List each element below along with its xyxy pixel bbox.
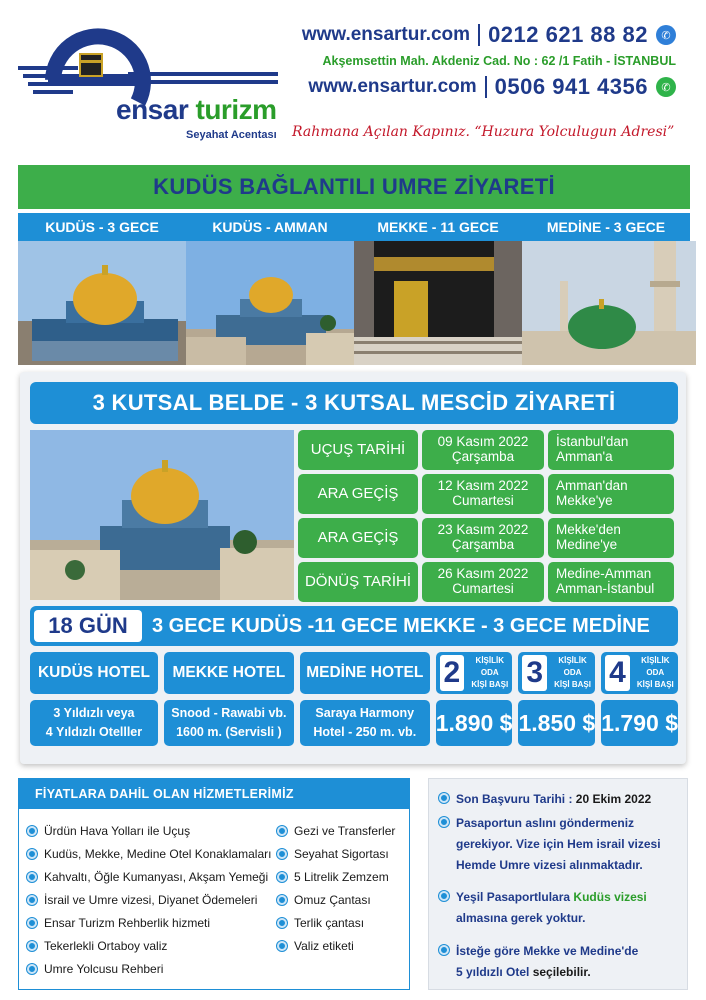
destination-cards <box>18 213 690 365</box>
hotel-mekke <box>164 652 294 746</box>
list-item: Terlik çantası <box>277 911 407 934</box>
whatsapp-icon: ✆ <box>656 77 676 97</box>
schedule-date: 23 Kasım 2022 Çarşamba <box>422 518 544 558</box>
website-link-2[interactable]: www.ensartur.com <box>308 76 477 97</box>
bullet-icon <box>27 872 37 882</box>
bullet-icon <box>277 895 287 905</box>
tour-title: KUDÜS BAĞLANTILI UMRE ZİYARETİ <box>153 174 555 199</box>
card-kudus-amman <box>186 213 354 365</box>
room-label: KİŞİLİK ODA KİŞİ BAŞI <box>554 656 591 689</box>
services-list-right <box>277 819 407 957</box>
schedule-row <box>298 518 678 558</box>
panel-title: 3 KUTSAL BELDE - 3 KUTSAL MESCİD ZİYARETİ <box>92 390 616 415</box>
panel-title-bar <box>30 382 678 424</box>
list-item: Omuz Çantası <box>277 888 407 911</box>
hotel-medine <box>300 652 430 746</box>
list-item: Kudüs, Mekke, Medine Otel Konaklamaları <box>27 842 279 865</box>
included-services <box>18 778 410 990</box>
slogan: Rahmana Açılan Kapınız. “Huzura Yolculugun Adresi” <box>292 124 675 140</box>
contact-block <box>276 22 676 100</box>
bullet-icon <box>277 826 287 836</box>
hotel-detail: Snood - Rawabi vb. 1600 m. (Servisli ) <box>164 700 294 746</box>
room-label: KİŞİLİK ODA KİŞİ BAŞI <box>471 656 509 689</box>
duration-breakdown: 3 GECE KUDÜS -11 GECE MEKKE - 3 GECE MEDİNE <box>152 614 650 637</box>
schedule-date: 09 Kasım 2022 Çarşamba <box>422 430 544 470</box>
room-size: 3 <box>522 655 546 691</box>
duration-bar <box>30 606 678 646</box>
schedule-row <box>298 430 678 470</box>
ensar-logo <box>18 22 278 142</box>
bullet-icon <box>27 964 37 974</box>
hotel-detail: Saraya Harmony Hotel - 250 m. vb. <box>300 700 430 746</box>
bullet-icon <box>439 891 449 901</box>
bullet-icon <box>277 918 287 928</box>
room-label: KİŞİLİK ODA KİŞİ BAŞI <box>636 656 674 689</box>
brand-name: ensar turizm <box>116 94 277 125</box>
schedule-row <box>298 474 678 514</box>
card-label: KUDÜS - 3 GECE <box>18 213 186 241</box>
price-triple <box>518 652 595 746</box>
hotel-head: MEDİNE HOTEL <box>300 652 430 694</box>
green-passport-note: Yeşil Pasaportlulara Kudüs vizesi almasına gerek yoktur. <box>439 887 684 929</box>
schedule-label: DÖNÜŞ TARİHİ <box>298 562 418 602</box>
list-item: Seyahat Sigortası <box>277 842 407 865</box>
schedule-route: Amman'dan Mekke'ye <box>548 474 674 514</box>
green-dome-photo <box>522 241 696 365</box>
jerusalem-photo <box>186 241 360 365</box>
list-item: İsrail ve Umre vizesi, Diyanet Ödemeleri <box>27 888 279 911</box>
card-label: MEKKE - 11 GECE <box>354 213 522 241</box>
mobile-phone[interactable]: 0506 941 4356 <box>494 74 648 99</box>
kaaba-photo <box>354 241 528 365</box>
schedule-label: ARA GEÇİŞ <box>298 518 418 558</box>
bullet-icon <box>27 849 37 859</box>
room-size: 2 <box>440 655 464 691</box>
passport-note: Pasaportun aslını göndermeniz gerekiyor. Vize için Hem israil vizesi Hemde Umre vizesi alınmaktadır. <box>439 813 684 876</box>
hotel-detail: 3 Yıldızlı veya 4 Yıldızlı Otelller <box>30 700 158 746</box>
bullet-icon <box>439 817 449 827</box>
bullet-icon <box>27 941 37 951</box>
brand-subtitle: Seyahat Acentası <box>186 129 277 141</box>
list-item: Valiz etiketi <box>277 934 407 957</box>
tour-details-panel <box>20 372 686 764</box>
list-item: 5 Litrelik Zemzem <box>277 865 407 888</box>
landline-phone[interactable]: 0212 621 88 82 <box>488 22 648 47</box>
divider <box>485 76 487 98</box>
room-size: 4 <box>605 655 629 691</box>
bullet-icon <box>277 941 287 951</box>
header <box>0 0 706 165</box>
schedule-route: Mekke'den Medine'ye <box>548 518 674 558</box>
bullet-icon <box>27 918 37 928</box>
list-item: Umre Yolcusu Rehberi <box>27 957 279 980</box>
address: Akşemsettin Mah. Akdeniz Cad. No : 62 /1 Fatih - İSTANBUL <box>322 54 676 68</box>
dome-of-rock-photo <box>18 241 192 365</box>
price-value: 1.790 $ <box>601 700 678 746</box>
schedule-date: 12 Kasım 2022 Cumartesi <box>422 474 544 514</box>
duration-badge: 18 GÜN <box>34 610 142 642</box>
tour-banner <box>18 165 690 209</box>
bullet-icon <box>277 849 287 859</box>
card-medine-3 <box>522 213 690 365</box>
list-item: Tekerlekli Ortaboy valiz <box>27 934 279 957</box>
list-item: Ensar Turizm Rehberlik hizmeti <box>27 911 279 934</box>
bullet-icon <box>27 826 37 836</box>
price-value: 1.850 $ <box>518 700 595 746</box>
list-item: Ürdün Hava Yolları ile Uçuş <box>27 819 279 842</box>
schedule-row <box>298 562 678 602</box>
hotel-head: KUDÜS HOTEL <box>30 652 158 694</box>
bullet-icon <box>439 793 449 803</box>
hotel-head: MEKKE HOTEL <box>164 652 294 694</box>
schedule-table <box>298 430 678 606</box>
schedule-route: Medine-Amman Amman-İstanbul <box>548 562 674 602</box>
divider <box>478 24 480 46</box>
bullet-icon <box>27 895 37 905</box>
list-item: Gezi ve Transferler <box>277 819 407 842</box>
price-quad <box>601 652 678 746</box>
card-label: KUDÜS - AMMAN <box>186 213 354 241</box>
main-dome-photo <box>30 430 294 600</box>
list-item: Kahvaltı, Öğle Kumanyası, Akşam Yemeği <box>27 865 279 888</box>
deadline-note: Son Başvuru Tarihi : 20 Ekim 2022 <box>439 789 684 810</box>
bullet-icon <box>439 945 449 955</box>
price-value: 1.890 $ <box>436 700 513 746</box>
schedule-route: İstanbul'dan Amman'a <box>548 430 674 470</box>
services-title: FİYATLARA DAHİL OLAN HİZMETLERİMİZ <box>19 779 409 809</box>
hotel-price-grid <box>30 652 678 746</box>
application-info <box>428 778 688 990</box>
card-label: MEDİNE - 3 GECE <box>522 213 690 241</box>
bullet-icon <box>277 872 287 882</box>
hotel-kudus <box>30 652 158 746</box>
optional-hotel-note: İsteğe göre Mekke ve Medine'de 5 yıldızlı Otel seçilebilir. <box>439 941 684 983</box>
schedule-label: ARA GEÇİŞ <box>298 474 418 514</box>
phone-icon: ✆ <box>656 25 676 45</box>
card-mekke-11 <box>354 213 522 365</box>
price-double <box>436 652 513 746</box>
website-link[interactable]: www.ensartur.com <box>301 24 471 45</box>
schedule-date: 26 Kasım 2022 Cumartesi <box>422 562 544 602</box>
services-list-left <box>27 819 279 980</box>
schedule-label: UÇUŞ TARİHİ <box>298 430 418 470</box>
card-kudus-3 <box>18 213 186 365</box>
